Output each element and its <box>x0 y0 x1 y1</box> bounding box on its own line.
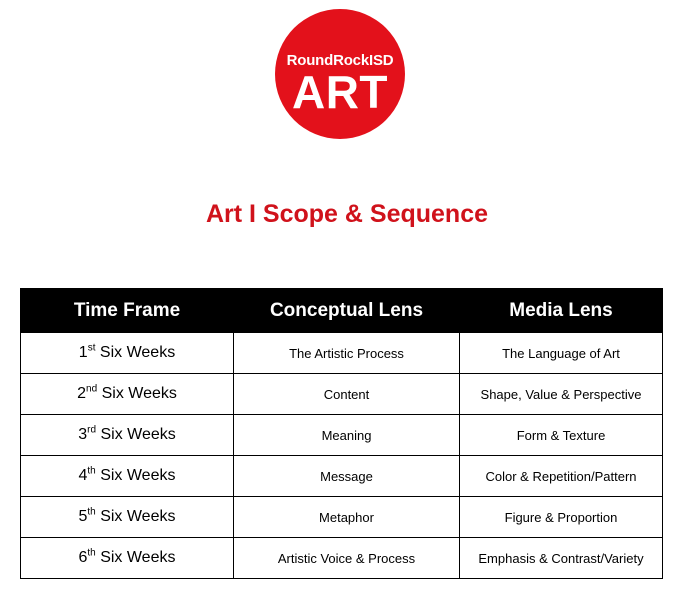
table-row <box>21 456 663 497</box>
table-row <box>21 374 663 415</box>
conceptual-lens-cell: Content <box>234 374 460 415</box>
table-row <box>21 415 663 456</box>
media-lens-cell: Emphasis & Contrast/Variety <box>460 538 663 579</box>
logo-district-text: RoundRockISD <box>286 52 394 69</box>
media-lens-cell: Shape, Value & Perspective <box>460 374 663 415</box>
media-lens-cell: The Language of Art <box>460 333 663 374</box>
time-frame-cell: 5th Six Weeks <box>21 497 234 538</box>
table-row <box>21 497 663 538</box>
document-title: Art I Scope & Sequence <box>205 200 489 228</box>
time-frame-cell: 1st Six Weeks <box>21 333 234 374</box>
header-time-frame: Time Frame <box>21 289 234 333</box>
conceptual-lens-cell: Metaphor <box>234 497 460 538</box>
media-lens-cell: Form & Texture <box>460 415 663 456</box>
conceptual-lens-cell: Message <box>234 456 460 497</box>
header-conceptual-lens: Conceptual Lens <box>234 289 460 333</box>
conceptual-lens-cell: Meaning <box>234 415 460 456</box>
table-header-row <box>21 289 663 333</box>
conceptual-lens-cell: Artistic Voice & Process <box>234 538 460 579</box>
scope-sequence-table <box>20 288 663 579</box>
table-row <box>21 538 663 579</box>
table-row <box>21 333 663 374</box>
logo-art-text: ART <box>291 66 389 118</box>
conceptual-lens-cell: The Artistic Process <box>234 333 460 374</box>
time-frame-cell: 4th Six Weeks <box>21 456 234 497</box>
media-lens-cell: Color & Repetition/Pattern <box>460 456 663 497</box>
time-frame-cell: 2nd Six Weeks <box>21 374 234 415</box>
media-lens-cell: Figure & Proportion <box>460 497 663 538</box>
header-media-lens: Media Lens <box>460 289 663 333</box>
roundrock-isd-art-logo <box>275 9 405 139</box>
time-frame-cell: 6th Six Weeks <box>21 538 234 579</box>
time-frame-cell: 3rd Six Weeks <box>21 415 234 456</box>
